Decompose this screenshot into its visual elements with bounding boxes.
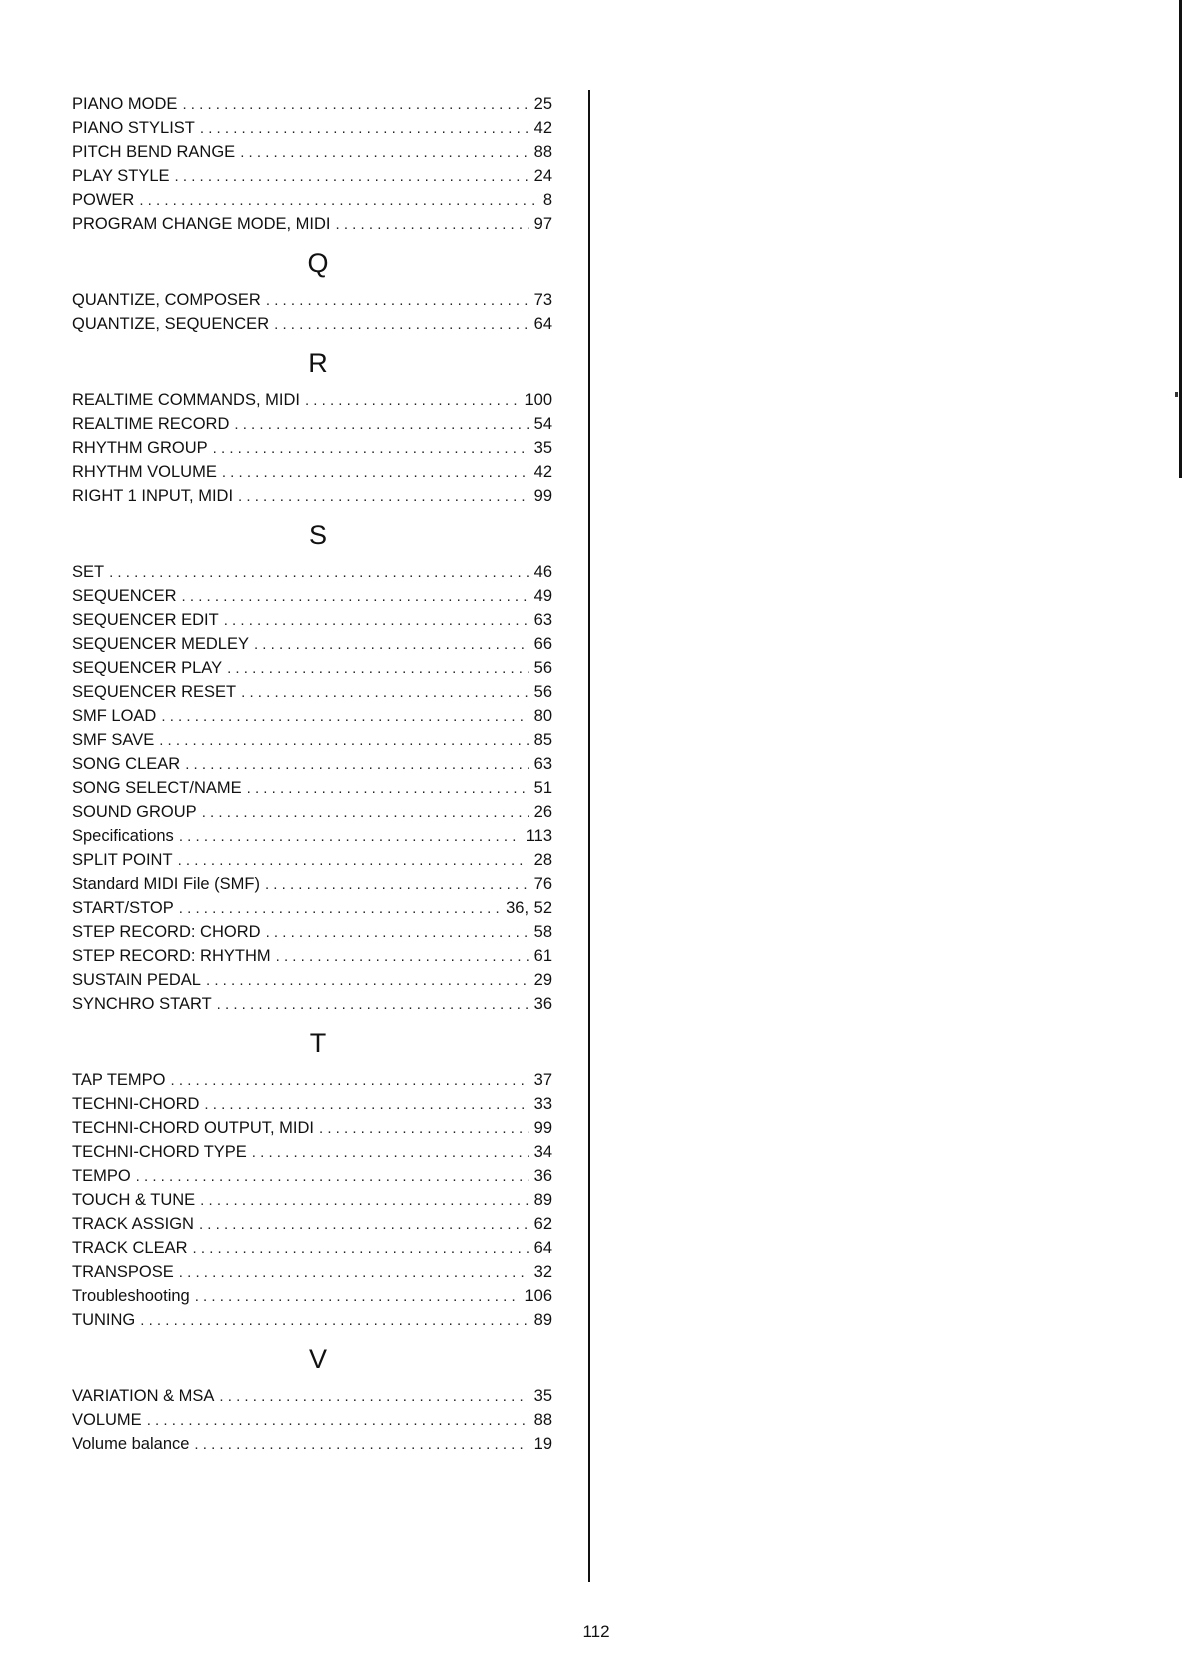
section-letter-heading: S [308, 520, 327, 550]
index-entry [72, 1384, 552, 1408]
index-page-number: 42 [533, 119, 552, 137]
dot-leader [175, 165, 529, 189]
index-page-number: 64 [533, 315, 552, 333]
dot-leader [238, 485, 529, 509]
index-page-number: 99 [533, 487, 552, 505]
index-term: REALTIME RECORD [72, 415, 230, 433]
index-page-number: 62 [533, 1215, 552, 1233]
index-page-number: 29 [533, 971, 552, 989]
index-page-number: 85 [533, 731, 552, 749]
index-term: PROGRAM CHANGE MODE, MIDI [72, 215, 331, 233]
index-page-number: 54 [533, 415, 552, 433]
index-entry [72, 608, 552, 632]
dot-leader [247, 777, 529, 801]
index-entry [72, 1260, 552, 1284]
dot-leader [182, 585, 529, 609]
page-number: 112 [582, 1622, 610, 1641]
index-page-number: 88 [533, 143, 552, 161]
index-entry [72, 752, 552, 776]
index-page-number: 100 [524, 391, 552, 409]
index-term: SYNCHRO START [72, 995, 212, 1013]
index-page-number: 80 [533, 707, 552, 725]
index-term: PLAY STYLE [72, 167, 170, 185]
page-edge-mark [1175, 392, 1178, 397]
dot-leader [224, 609, 529, 633]
index-entry [72, 1408, 552, 1432]
dot-leader [222, 461, 529, 485]
index-entry [72, 312, 552, 336]
index-term: STEP RECORD: RHYTHM [72, 947, 271, 965]
index-term: Troubleshooting [72, 1287, 190, 1305]
dot-leader [266, 289, 529, 313]
index-entry [72, 1164, 552, 1188]
dot-leader [206, 969, 529, 993]
index-term: TOUCH & TUNE [72, 1191, 196, 1209]
index-page-number: 8 [542, 191, 552, 209]
index-page-number: 36 [533, 1167, 552, 1185]
index-entry [72, 436, 552, 460]
index-term: RHYTHM GROUP [72, 439, 208, 457]
index-term: TRACK CLEAR [72, 1239, 188, 1257]
index-entry [72, 116, 552, 140]
index-entry [72, 1284, 552, 1308]
dot-leader [199, 1213, 529, 1237]
dot-leader [254, 633, 529, 657]
index-entry [72, 288, 552, 312]
index-page-number: 33 [533, 1095, 552, 1113]
index-term: Standard MIDI File (SMF) [72, 875, 260, 893]
index-entry [72, 1432, 552, 1456]
dot-leader [319, 1117, 529, 1141]
index-term: SET [72, 563, 105, 581]
index-section [72, 1028, 552, 1332]
dot-leader [200, 117, 529, 141]
section-letter-heading: V [308, 1344, 327, 1374]
index-entry [72, 848, 552, 872]
index-term: Specifications [72, 827, 174, 845]
index-page-number: 42 [533, 463, 552, 481]
index-term: SEQUENCER RESET [72, 683, 237, 701]
index-entry [72, 824, 552, 848]
index-page-number: 97 [533, 215, 552, 233]
index-entry [72, 632, 552, 656]
index-term: TRACK ASSIGN [72, 1215, 194, 1233]
dot-leader [213, 437, 529, 461]
index-entry [72, 872, 552, 896]
index-page-number: 34 [533, 1143, 552, 1161]
dot-leader [179, 1261, 529, 1285]
index-section [72, 520, 552, 1016]
index-page-number: 35 [533, 1387, 552, 1405]
index-term: SEQUENCER MEDLEY [72, 635, 249, 653]
index-entry [72, 212, 552, 236]
dot-leader [182, 93, 528, 117]
index-page-number: 99 [533, 1119, 552, 1137]
index-page-number: 89 [533, 1191, 552, 1209]
index-entry [72, 188, 552, 212]
index-page-number: 35 [533, 439, 552, 457]
index-term: SPLIT POINT [72, 851, 173, 869]
index-term: TECHNI-CHORD [72, 1095, 200, 1113]
index-term: SEQUENCER [72, 587, 177, 605]
dot-leader [171, 1069, 529, 1093]
section-letter-heading: R [308, 348, 328, 378]
index-entry [72, 388, 552, 412]
index-term: TAP TEMPO [72, 1071, 166, 1089]
index-page-number: 106 [524, 1287, 552, 1305]
index-term: PIANO MODE [72, 95, 178, 113]
index-section [72, 248, 552, 336]
dot-leader [202, 801, 529, 825]
index-term: TRANSPOSE [72, 1263, 174, 1281]
index-term: QUANTIZE, SEQUENCER [72, 315, 270, 333]
index-term: VOLUME [72, 1411, 142, 1429]
dot-leader [140, 1309, 528, 1333]
index-page-number: 49 [533, 587, 552, 605]
dot-leader [179, 897, 501, 921]
index-page-number: 51 [533, 779, 552, 797]
index-entry [72, 728, 552, 752]
index-page-number: 37 [533, 1071, 552, 1089]
index-term: REALTIME COMMANDS, MIDI [72, 391, 300, 409]
index-term: Volume balance [72, 1435, 190, 1453]
index-entry [72, 484, 552, 508]
dot-leader [159, 729, 528, 753]
index-entry [72, 800, 552, 824]
dot-leader [109, 561, 529, 585]
dot-leader [193, 1237, 529, 1261]
index-entry [72, 460, 552, 484]
index-entry [72, 944, 552, 968]
index-page-number: 56 [533, 659, 552, 677]
index-column [72, 92, 552, 1456]
index-term: SEQUENCER PLAY [72, 659, 223, 677]
dot-leader [336, 213, 529, 237]
index-term: TECHNI-CHORD TYPE [72, 1143, 247, 1161]
dot-leader [266, 921, 529, 945]
dot-leader [219, 1385, 528, 1409]
index-page-number: 61 [533, 947, 552, 965]
index-entry [72, 704, 552, 728]
index-entry [72, 1140, 552, 1164]
dot-leader [195, 1285, 520, 1309]
section-letter-heading: Q [307, 248, 329, 278]
index-page-number: 113 [525, 827, 552, 845]
dot-leader [194, 1433, 528, 1457]
index-entry [72, 164, 552, 188]
index-entry [72, 1068, 552, 1092]
index-entry [72, 412, 552, 436]
index-term: SONG SELECT/NAME [72, 779, 242, 797]
index-term: RHYTHM VOLUME [72, 463, 217, 481]
dot-leader [240, 141, 528, 165]
column-divider [588, 90, 590, 1582]
index-section [72, 348, 552, 508]
index-term: SONG CLEAR [72, 755, 181, 773]
dot-leader [276, 945, 529, 969]
index-entry [72, 968, 552, 992]
dot-leader [305, 389, 520, 413]
index-page-number: 66 [533, 635, 552, 653]
index-term: POWER [72, 191, 135, 209]
index-entry [72, 992, 552, 1016]
index-entry [72, 1212, 552, 1236]
index-entry [72, 140, 552, 164]
index-entry [72, 680, 552, 704]
index-section [72, 1344, 552, 1456]
index-page-number: 46 [533, 563, 552, 581]
index-page-number: 24 [533, 167, 552, 185]
index-entry [72, 560, 552, 584]
dot-leader [161, 705, 528, 729]
index-page-number: 32 [533, 1263, 552, 1281]
dot-leader [265, 873, 529, 897]
index-term: SMF LOAD [72, 707, 157, 725]
index-page-number: 63 [533, 611, 552, 629]
index-page-number: 36 [533, 995, 552, 1013]
index-term: TEMPO [72, 1167, 131, 1185]
index-section [72, 92, 552, 236]
section-letter-heading: T [309, 1028, 327, 1058]
index-term: SMF SAVE [72, 731, 155, 749]
index-term: TUNING [72, 1311, 136, 1329]
index-page-number: 26 [533, 803, 552, 821]
dot-leader [185, 753, 528, 777]
dot-leader [252, 1141, 529, 1165]
index-page-number: 58 [533, 923, 552, 941]
index-page-number: 73 [533, 291, 552, 309]
dot-leader [234, 413, 528, 437]
dot-leader [241, 681, 529, 705]
dot-leader [217, 993, 529, 1017]
dot-leader [178, 849, 529, 873]
dot-leader [136, 1165, 529, 1189]
index-entry [72, 1308, 552, 1332]
dot-leader [227, 657, 529, 681]
index-page-number: 36, 52 [506, 899, 552, 917]
index-term: STEP RECORD: CHORD [72, 923, 261, 941]
index-term: SUSTAIN PEDAL [72, 971, 201, 989]
index-entry [72, 776, 552, 800]
index-term: PIANO STYLIST [72, 119, 195, 137]
dot-leader [147, 1409, 529, 1433]
index-entry [72, 1188, 552, 1212]
index-entry [72, 656, 552, 680]
index-entry [72, 1092, 552, 1116]
index-page-number: 76 [533, 875, 552, 893]
index-term: START/STOP [72, 899, 174, 917]
dot-leader [204, 1093, 528, 1117]
index-term: RIGHT 1 INPUT, MIDI [72, 487, 234, 505]
dot-leader [274, 313, 529, 337]
index-term: TECHNI-CHORD OUTPUT, MIDI [72, 1119, 314, 1137]
index-page-number: 88 [533, 1411, 552, 1429]
index-entry [72, 920, 552, 944]
dot-leader [179, 825, 521, 849]
index-entry [72, 1116, 552, 1140]
page-edge-bar [1179, 0, 1182, 478]
index-term: SOUND GROUP [72, 803, 197, 821]
index-term: QUANTIZE, COMPOSER [72, 291, 261, 309]
index-term: PITCH BEND RANGE [72, 143, 236, 161]
index-entry [72, 584, 552, 608]
index-page-number: 19 [533, 1435, 552, 1453]
index-entry [72, 1236, 552, 1260]
dot-leader [139, 189, 537, 213]
index-term: VARIATION & MSA [72, 1387, 215, 1405]
index-page-number: 25 [533, 95, 552, 113]
index-page-number: 89 [533, 1311, 552, 1329]
dot-leader [200, 1189, 528, 1213]
index-entry [72, 896, 552, 920]
index-term: SEQUENCER EDIT [72, 611, 219, 629]
index-page-number: 56 [533, 683, 552, 701]
index-entry [72, 92, 552, 116]
index-page-number: 63 [533, 755, 552, 773]
index-page-number: 64 [533, 1239, 552, 1257]
index-page-number: 28 [533, 851, 552, 869]
